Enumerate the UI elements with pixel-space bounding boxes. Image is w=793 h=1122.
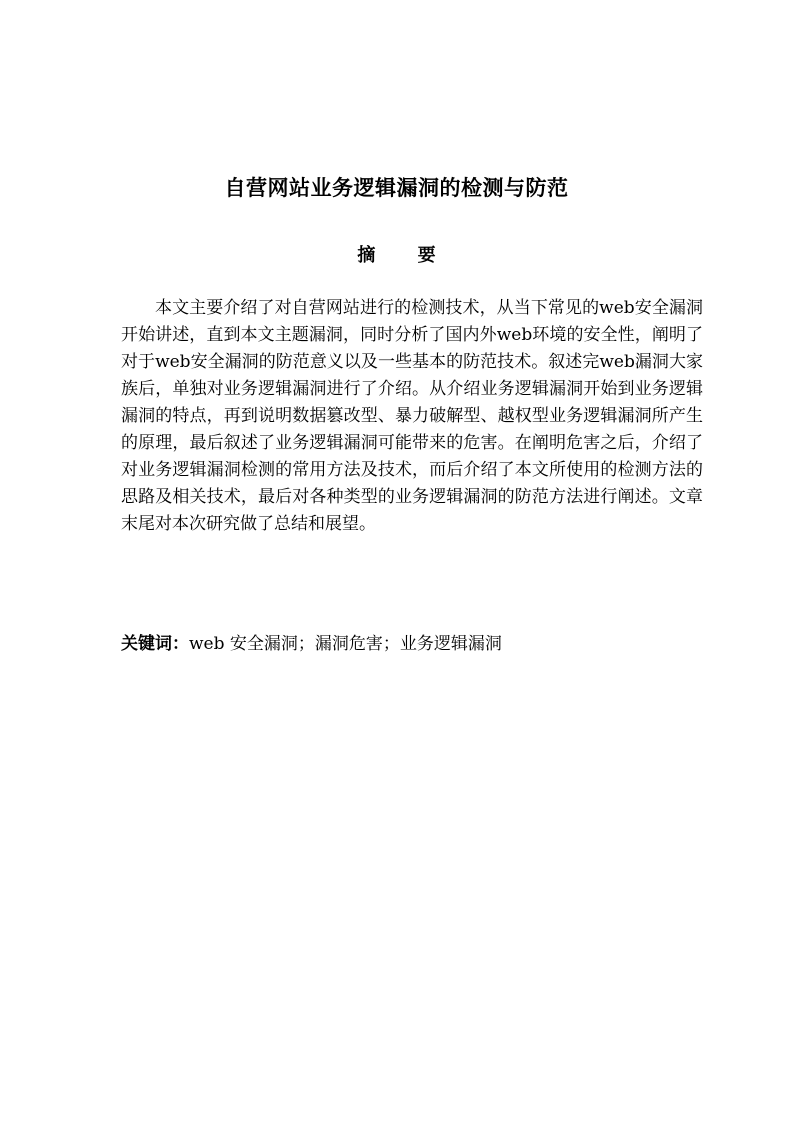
abstract-paragraph: 本文主要介绍了对自营网站进行的检测技术，从当下常见的web安全漏洞开始讲述，直到本文主题漏洞，同时分析了国内外web环境的安全性，阐明了对于web安全漏洞的防范意义以及一些基本的防范技术。叙述完web漏洞大家族后，单独对业务逻辑漏洞进行了介绍。从介绍业务逻辑漏洞开始到业务逻辑漏洞的特点，再到说明数据篡改型、暴力破解型、越权型业务逻辑漏洞所产生的原理，最后叙述了业务逻辑漏洞可能带来的危害。在阐明危害之后，介绍了对业务逻辑漏洞检测的常用方法及技术，而后介绍了本文所使用的检测方法的思路及相关技术，最后对各种类型的业务逻辑漏洞的防范方法进行阐述。文章末尾对本次研究做了总结和展望。 bbox=[121, 298, 703, 534]
keywords-label: 关键词： bbox=[121, 634, 189, 654]
keywords-line bbox=[121, 630, 703, 658]
document-title: 自营网站业务逻辑漏洞的检测与防范 bbox=[224, 176, 569, 200]
abstract-heading: 摘 要 bbox=[357, 245, 454, 266]
keywords-text: web 安全漏洞；漏洞危害；业务逻辑漏洞 bbox=[189, 634, 502, 654]
